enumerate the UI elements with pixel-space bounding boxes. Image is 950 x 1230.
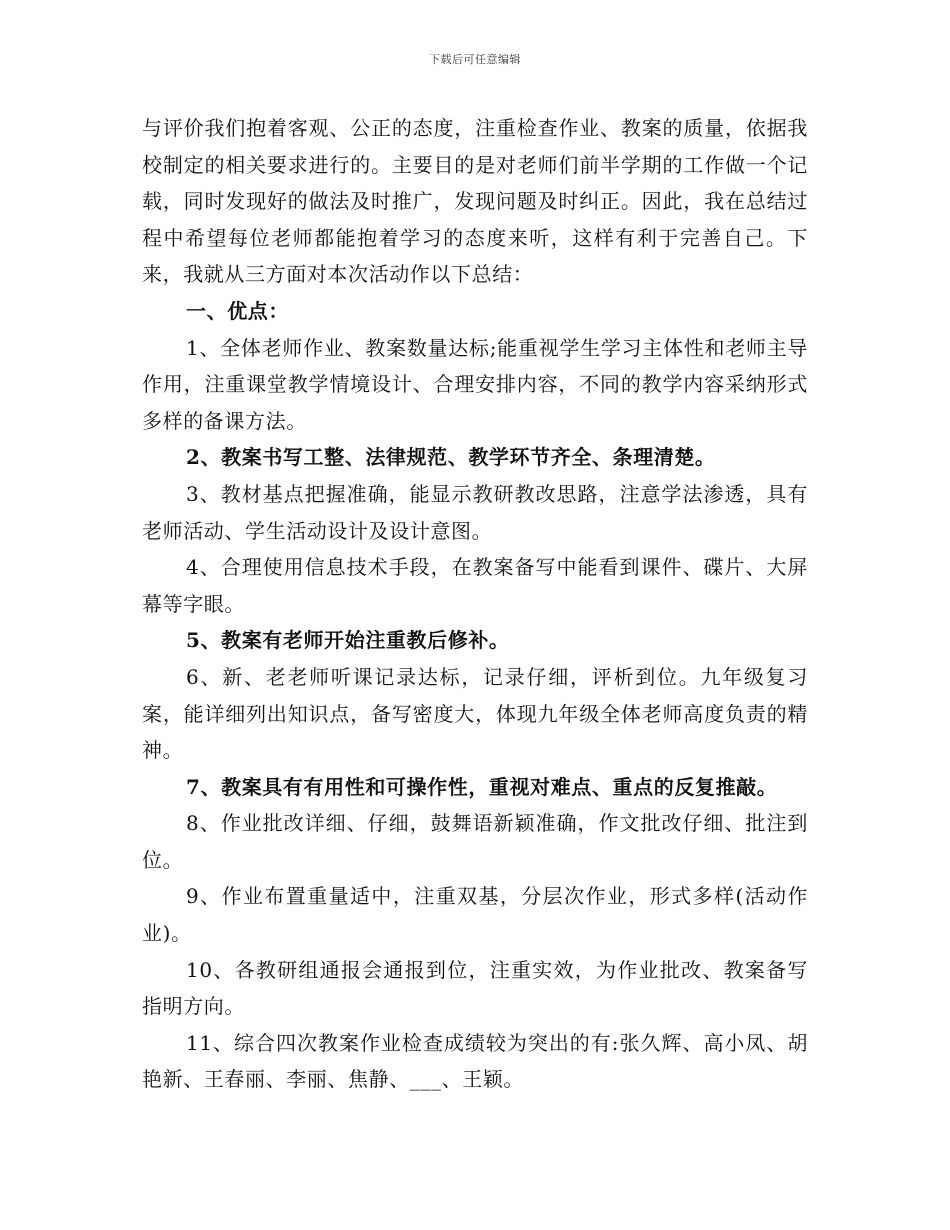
list-item-4: 4、合理使用信息技术手段，在教案备写中能看到课件、碟片、大屏幕等字眼。 [142,555,808,616]
section-heading: 一、优点： [186,298,289,323]
intro-paragraph: 与评价我们抱着客观、公正的态度，注重检查作业、教案的质量，依据我校制定的相关要求进行的。主要目的是对老师们前半学期的工作做一个记载，同时发现好的做法及时推广，发现问题及时纠正。因此，我在总结过程中希望每位老师都能抱着学习的态度来听，这样有利于完善自己。下来，我就从三方面对本次活动作以下总结： [142,116,808,287]
list-item-11: 11、综合四次教案作业检查成绩较为突出的有:张久辉、高小凤、胡艳新、王春丽、李丽、焦静、___、王颖。 [142,1030,808,1092]
page-header-watermark: 下载后可任意编辑 [429,53,521,66]
document-body [142,110,808,1098]
list-item-3: 3、教材基点把握准确，能显示教研教改思路，注意学法渗透，具有老师活动、学生活动设计及设计意图。 [142,481,808,543]
list-item-6: 6、新、老老师听课记录达标，记录仔细，评析到位。九年级复习案，能详细列出知识点，备写密度大，体现九年级全体老师高度负责的精神。 [142,664,808,763]
list-item-8: 8、作业批改详细、仔细，鼓舞语新颖准确，作文批改仔细、批注到位。 [142,811,808,872]
list-item-7: 7、教案具有有用性和可操作性，重视对难点、重点的反复推敲。 [186,774,778,799]
list-item-5: 5、教案有老师开始注重教后修补。 [186,628,510,653]
list-item-9: 9、作业布置重量适中，注重双基，分层次作业，形式多样(活动作业)。 [142,884,808,946]
list-item-10: 10、各教研组通报会通报到位，注重实效，为作业批改、教案备写指明方向。 [142,957,808,1019]
list-item-2: 2、教案书写工整、法律规范、教学环节齐全、条理清楚。 [186,445,716,470]
list-item-1: 1、全体老师作业、教案数量达标;能重视学生学习主体性和老师主导作用，注重课堂教学情境设计、合理安排内容，不同的教学内容采纳形式多样的备课方法。 [142,335,808,433]
